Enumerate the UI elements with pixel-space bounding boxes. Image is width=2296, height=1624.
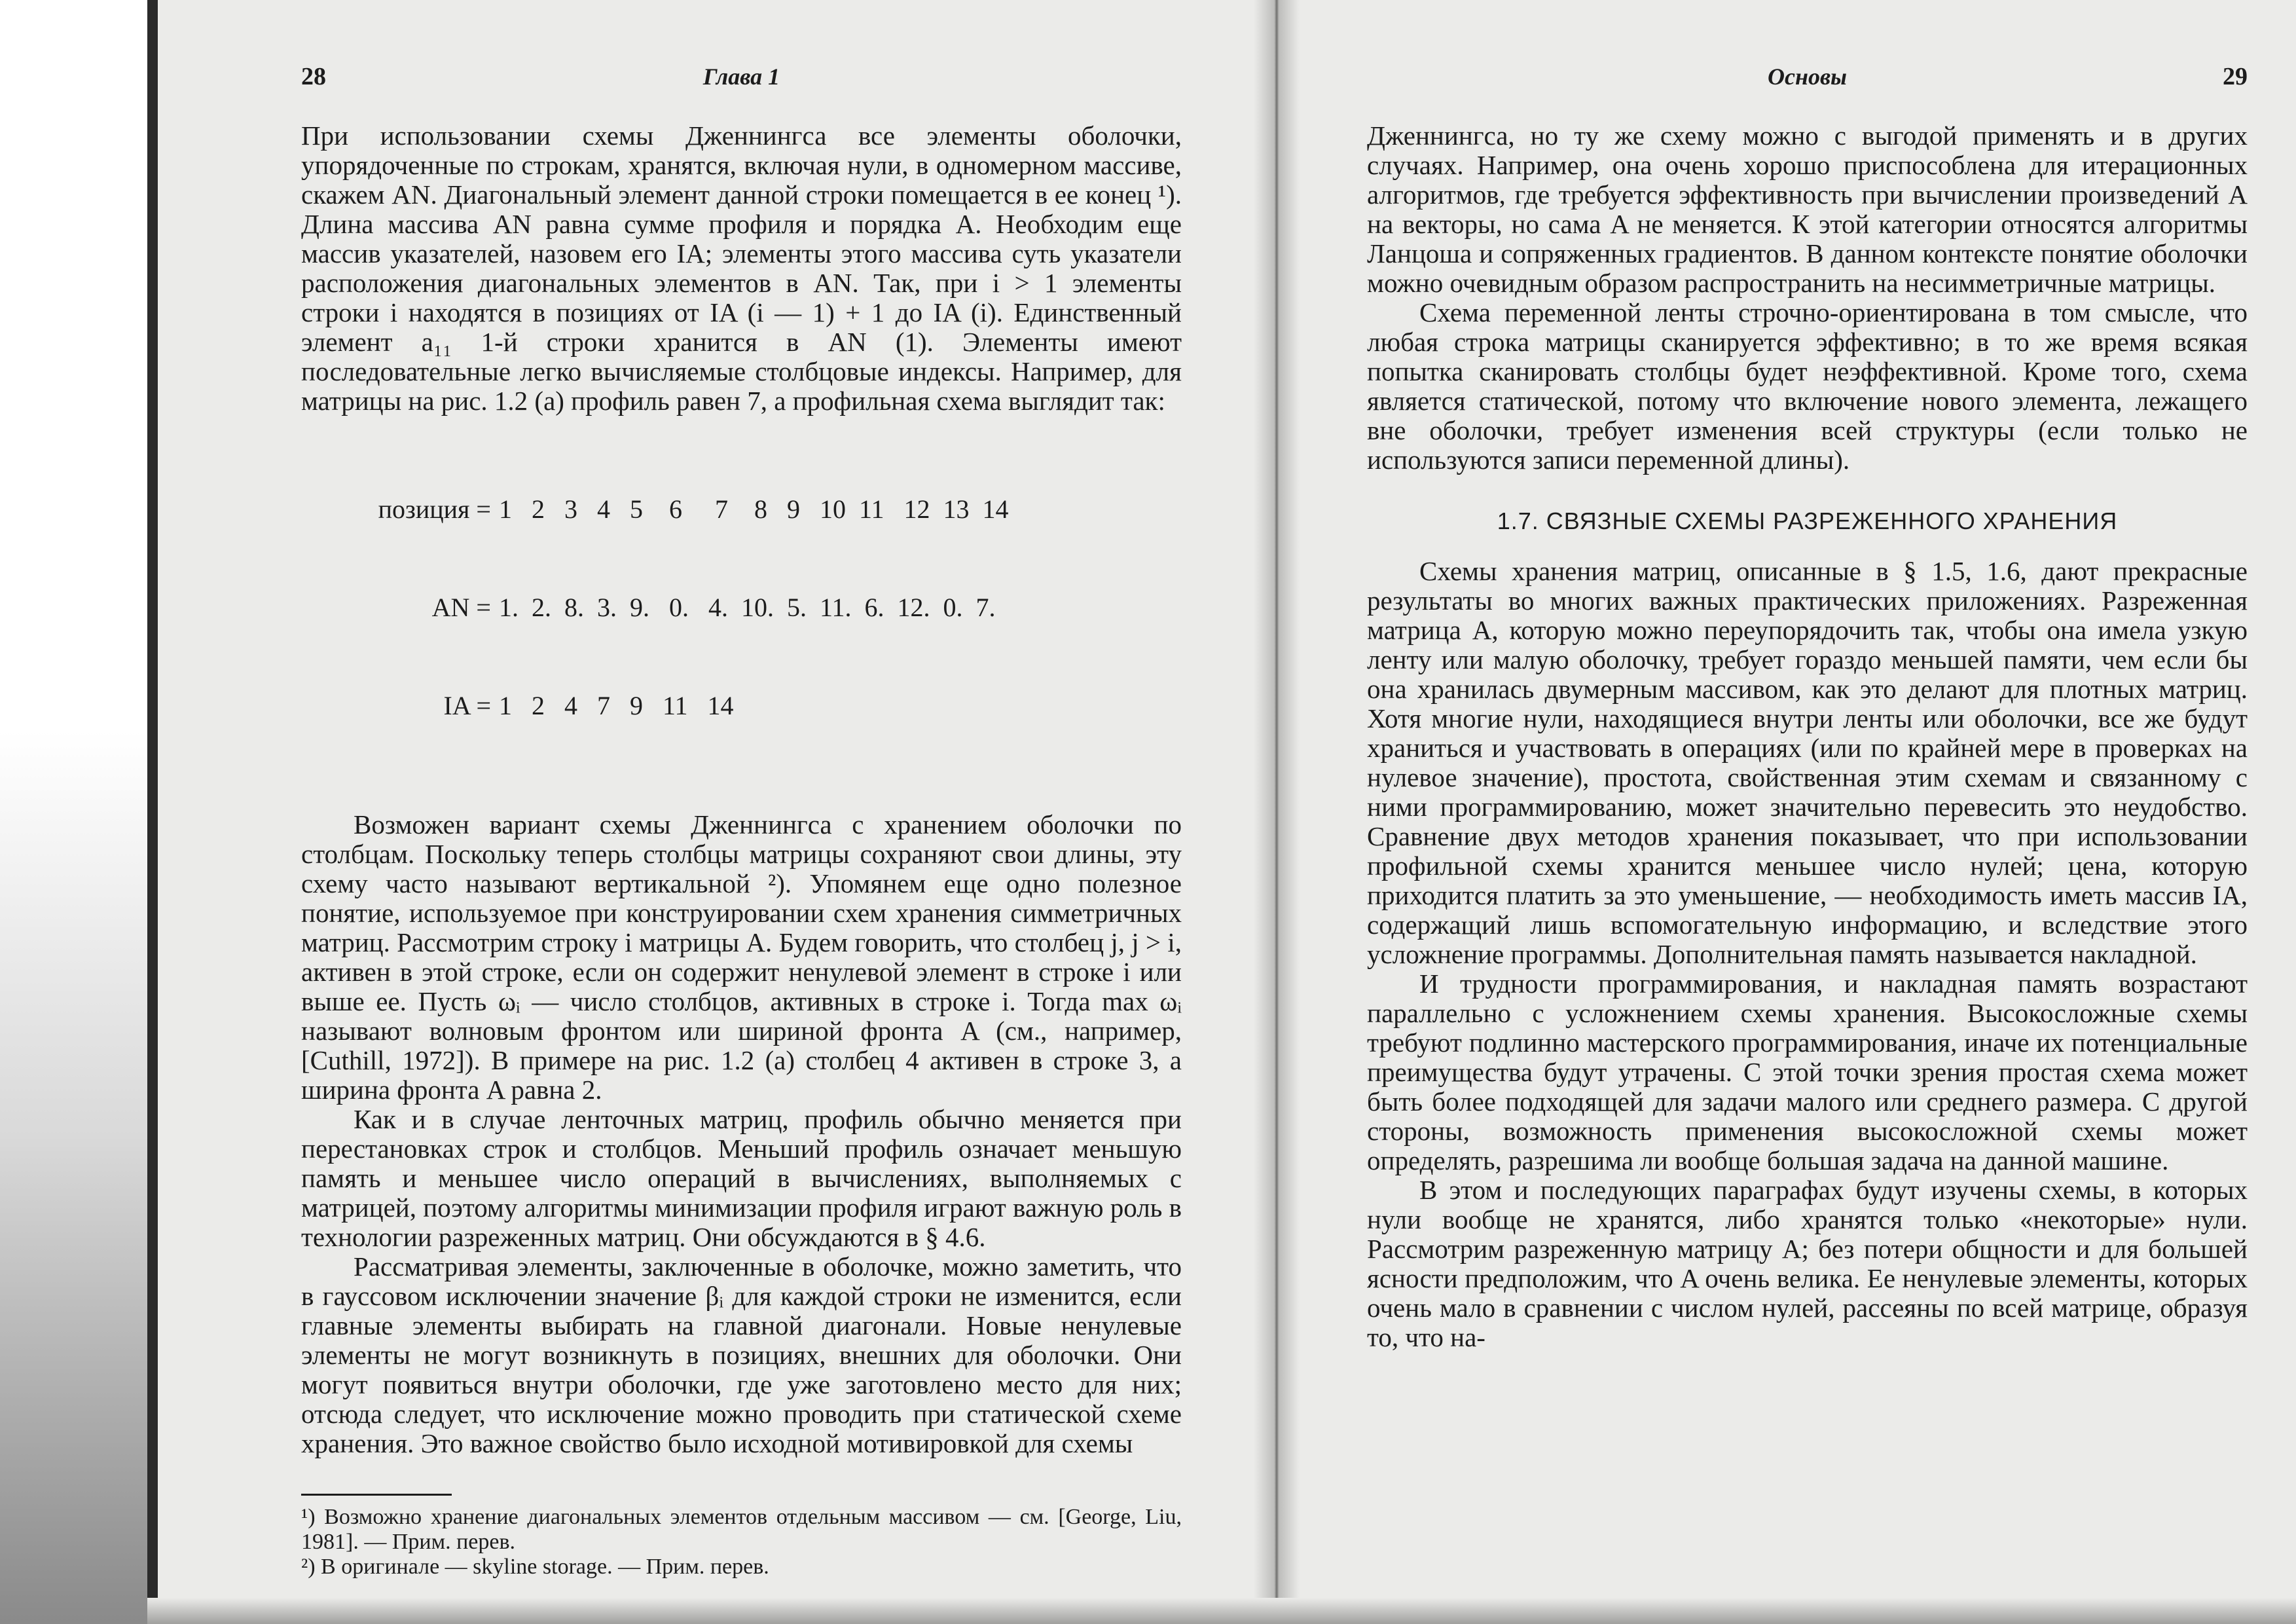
right-page-body xyxy=(1367,121,2248,1352)
book-gutter xyxy=(1254,0,1300,1624)
paragraph: Как и в случае ленточных матриц, профиль обычно меняется при перестановках строк и столбцов. Меньший профиль означает меньшую память и меньшее число операций в вычислениях, выполняемых с матрицей, поэтому алгоритмы минимизации профиля играют важную роль в технологии разреженных матриц. Они обсуждаются в § 4.6. xyxy=(301,1104,1182,1252)
formula-label: позиция = xyxy=(378,494,491,524)
paragraph: Рассматривая элементы, заключенные в оболочке, можно заметить, что в гауссовом исключении значение βᵢ для каждой строки не изменится, если главные элементы выбирать на главной диагонали. Новые ненулевые элементы не могут возникнуть в позициях, внешних для оболочки. Они могут появиться внутри оболочки, где уже заготовлено место для них; отсюда следует, что исключение можно проводить при статической схеме хранения. Это важное свойство было исходной мотивировкой для схемы xyxy=(301,1251,1182,1458)
storage-scheme-formula xyxy=(354,428,1182,788)
right-running-head xyxy=(1367,62,2248,101)
page-number: 28 xyxy=(301,63,326,90)
formula-row-an xyxy=(354,591,1182,624)
right-page xyxy=(1367,62,2248,1352)
formula-label: AN = xyxy=(431,593,491,622)
paragraph: В этом и последующих параграфах будут изучены схемы, в которых нули вообще не хранятся, либо хранятся только «некоторые» нули. Рассмотрим разреженную матрицу A; без потери общности и для большей ясности предположим, что A очень велика. Ее ненулевые элементы, которых очень мало в сравнении с числом нулей, рассеяны по всей матрице, образуя то, что на- xyxy=(1367,1175,2248,1352)
left-running-head xyxy=(301,62,1182,101)
formula-values: 1 2 3 4 5 6 7 8 9 10 11 12 13 14 xyxy=(499,494,1009,524)
page-bottom-edge xyxy=(147,1598,2296,1624)
paragraph: Дженнингса, но ту же схему можно с выгодой применять и в других случаях. Например, она очень хорошо приспособлена для итерационных алгоритмов, где требуется эффективность при вычислении произведений A на векторы, но сама A не меняется. К этой категории относятся алгоритмы Ланцоша и сопряженных градиентов. В данном контексте понятие оболочки можно очевидным образом распространить на несимметричные матрицы. xyxy=(1367,120,2248,298)
paragraph: При использовании схемы Дженнингса все элементы оболочки, упорядоченные по строкам, хранятся, включая нули, в одномерном массиве, скажем AN. Диагональный элемент данной строки помещается в ее конец ¹). Длина массива AN равна сумме профиля и порядка A. Необходим еще массив указателей, назовем его IA; элементы этого массива суть указатели расположения диагональных элементов в AN. Так, при i > 1 элементы строки i находятся в позициях от IA (i — 1) + 1 до IA (i). Единственный элемент a₁₁ 1-й строки хранится в AN (1). Элементы имеют последовательные легко вычисляемые столбцовые индексы. Например, для матрицы на рис. 1.2 (a) профиль равен 7, а профильная схема выглядит так: xyxy=(301,120,1182,416)
paragraph: Схема переменной ленты строчно-ориентирована в том смысле, что любая строка матрицы сканируется эффективно; в то же время всякая попытка сканировать столбцы будет неэффективной. Кроме того, схема является статической, потому что включение нового элемента, лежащего вне оболочки, требует изменения всей структуры (если только не используются записи переменной длины). xyxy=(1367,297,2248,475)
page-number: 29 xyxy=(2223,63,2248,90)
section-running-title: Основы xyxy=(1767,64,1848,90)
paragraph: Возможен вариант схемы Дженнингса с хранением оболочки по столбцам. Поскольку теперь столбцы матрицы сохраняют свои длины, эту схему часто называют вертикальной ²). Упомянем еще одно полезное понятие, используемое при конструировании схем хранения симметричных матриц. Рассмотрим строку i матрицы A. Будем говорить, что столбец j, j > i, активен в этой строке, если он содержит ненулевой элемент в строке i или выше ее. Пусть ωᵢ — число столбцов, активных в строке i. Тогда max ωᵢ называют волновым фронтом или шириной фронта A (см., например, [Cuthill, 1972]). В примере на рис. 1.2 (a) столбец 4 активен в строке 3, а ширина фронта A равна 2. xyxy=(301,809,1182,1105)
formula-values: 1. 2. 8. 3. 9. 0. 4. 10. 5. 11. 6. 12. 0. 7. xyxy=(499,593,996,622)
footnote: ²) В оригинале — skyline storage. — Прим. перев. xyxy=(301,1555,769,1579)
formula-row-ia xyxy=(354,690,1182,722)
footnote-divider xyxy=(301,1494,452,1496)
footnote: ¹) Возможно хранение диагональных элементов отдельным массивом — см. [George, Liu, 1981]. — Прим. перев. xyxy=(301,1505,1182,1554)
paragraph: И трудности программирования, и накладная память возрастают параллельно с усложнением схемы хранения. Высокосложные схемы требуют подлинно мастерского программирования, иначе их потенциальные преимущества будут утрачены. С этой точки зрения простая схема может быть более подходящей для задачи малого или среднего размера. С другой стороны, возможность применения высокосложной схемы может определять, разрешима ли вообще большая задача на данной машине. xyxy=(1367,969,2248,1175)
section-heading: 1.7. СВЯЗНЫЕ СХЕМЫ РАЗРЕЖЕННОГО ХРАНЕНИЯ xyxy=(1497,507,2118,534)
left-page-body xyxy=(301,121,1182,1579)
paragraph: Схемы хранения матриц, описанные в § 1.5, 1.6, дают прекрасные результаты во многих важных практических приложениях. Разреженная матрица A, которую можно переупорядочить так, чтобы она имела узкую ленту или малую оболочку, требует гораздо меньшей памяти, чем если бы она хранилась двумерным массивом, как это делают для плотных матриц. Хотя многие нули, находящиеся внутри ленты или оболочки, все же будут храниться и участвовать в операциях (или по крайней мере в проверках на нулевое значение), простота, свойственная этим схемам и связанному с ними программированию, может значительно перевесить это неудобство. Сравнение двух методов хранения показывает, что при использовании профильной схемы хранится меньшее число нулей; цена, которую приходится платить за это уменьшение, — необходимость иметь массив IA, содержащий лишь вспомогательную информацию, и вследствие этого усложнение программы. Дополнительная память называется накладной. xyxy=(1367,556,2248,969)
left-page xyxy=(301,62,1182,1579)
formula-label: IA = xyxy=(443,691,491,720)
formula-values: 1 2 4 7 9 11 14 xyxy=(499,691,734,720)
chapter-title: Глава 1 xyxy=(702,64,780,90)
formula-row-positions xyxy=(354,493,1182,526)
